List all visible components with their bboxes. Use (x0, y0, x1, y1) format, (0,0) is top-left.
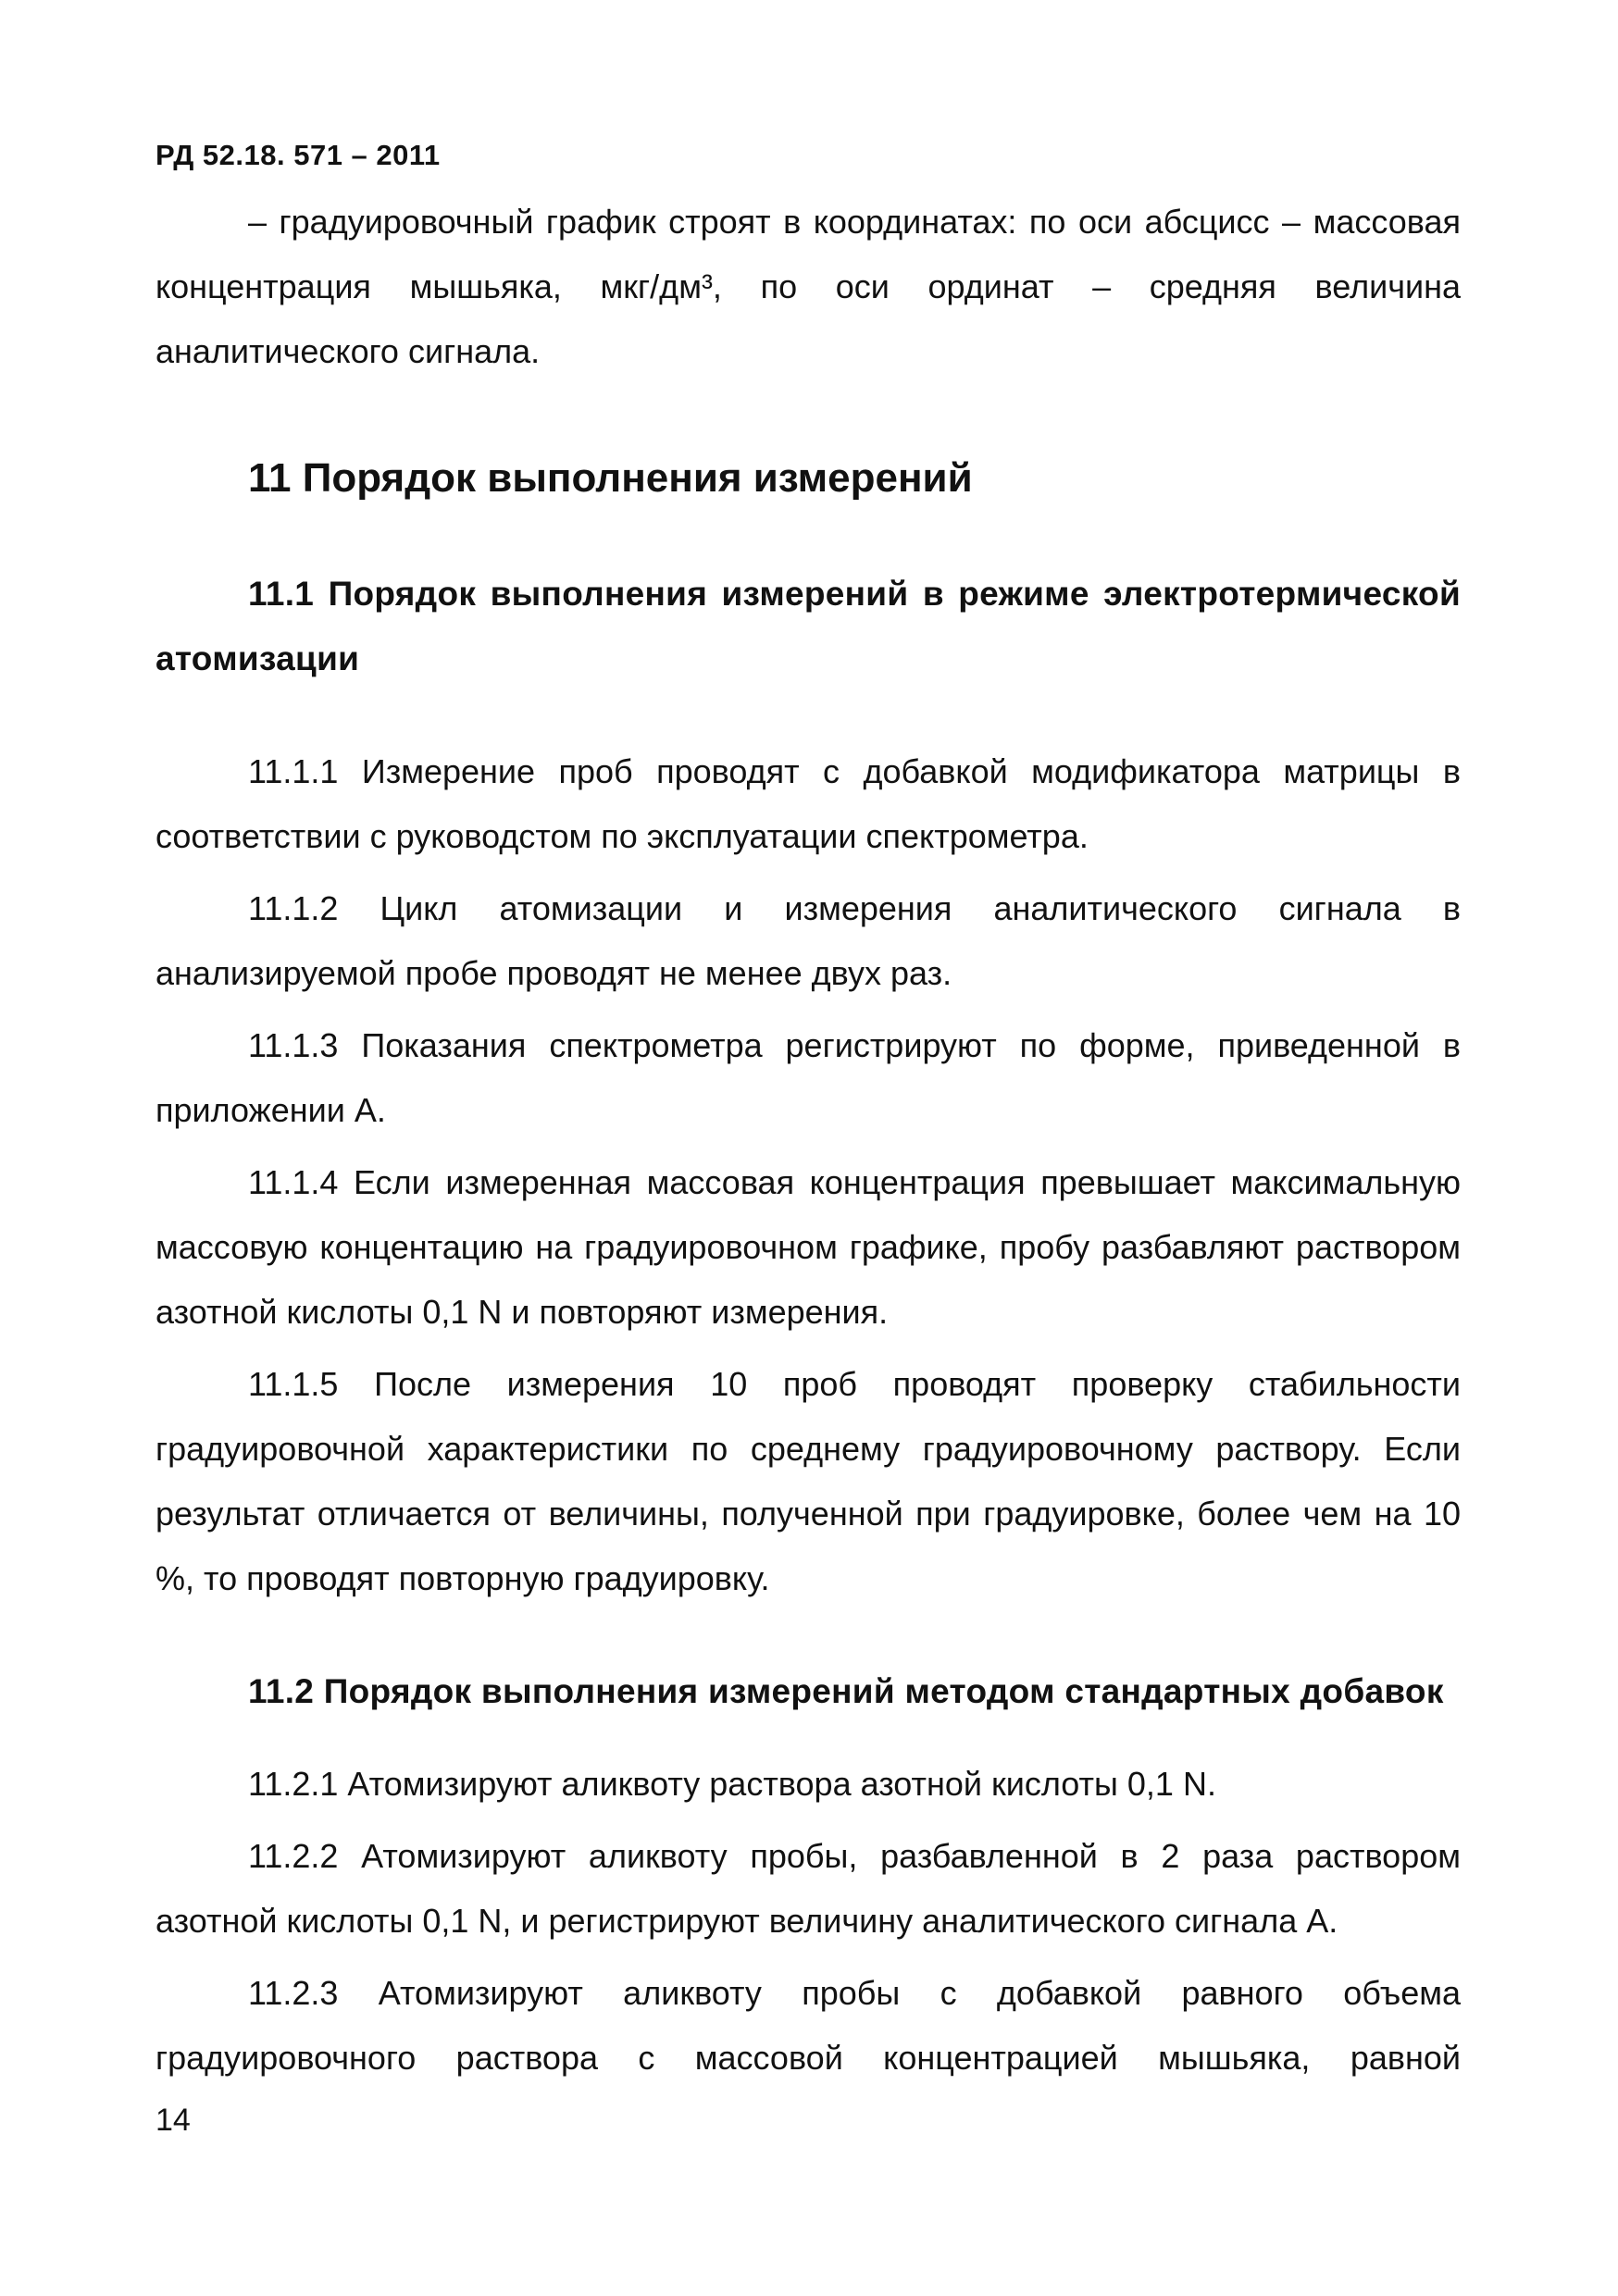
paragraph-11-2-2: 11.2.2 Атомизируют аликвоту пробы, разбавленной в 2 раза раствором азотной кислоты 0,1 N, и регистрируют величину аналитического сигнала А. (156, 1837, 1461, 1940)
paragraph-11-1-3: 11.1.3 Показания спектрометра регистрируют по форме, приведенной в приложении А. (156, 1026, 1461, 1129)
paragraph-11-2-3: 11.2.3 Атомизируют аликвоту пробы с добавкой равного объема градуировочного раствора с массовой концентрацией мышьяка, равной (156, 1974, 1461, 2077)
paragraph-11-1-1: 11.1.1 Измерение проб проводят с добавкой модификатора матрицы в соответствии с руководстом по эксплуатации спектрометра. (156, 752, 1461, 855)
paragraph-11-2-1: 11.2.1 Атомизируют аликвоту раствора азотной кислоты 0,1 N. (248, 1765, 1216, 1803)
paragraph-11-1-5: 11.1.5 После измерения 10 проб проводят проверку стабильности градуировочной характеристики по среднему градуировочному раствору. Если результат отличается от величины, полученной при градуировке, более чем на 10 %, то проводят повторную градуировку. (156, 1365, 1461, 1597)
section-11-title: 11 Порядок выполнения измерений (248, 455, 973, 501)
intro-paragraph: – градуировочный график строят в координатах: по оси абсцисс – массовая концентрация мышьяка, мкг/дм³, по оси ординат – средняя величина аналитического сигнала. (156, 203, 1461, 370)
document-code-header: РД 52.18. 571 – 2011 (156, 139, 441, 171)
section-11-2-title: 11.2 Порядок выполнения измерений методом стандартных добавок (248, 1672, 1444, 1710)
page-number: 14 (156, 2103, 191, 2138)
document-body (156, 190, 1461, 2091)
section-11-1-title: 11.1 Порядок выполнения измерений в режиме электротермической атомизации (156, 575, 1461, 677)
paragraph-11-1-2: 11.1.2 Цикл атомизации и измерения аналитического сигнала в анализируемой пробе проводят не менее двух раз. (156, 889, 1461, 992)
paragraph-11-1-4: 11.1.4 Если измеренная массовая концентрация превышает максимальную массовую концентацию на градуировочном графике, пробу разбавляют раствором азотной кислоты 0,1 N и повторяют измерения. (156, 1163, 1461, 1331)
